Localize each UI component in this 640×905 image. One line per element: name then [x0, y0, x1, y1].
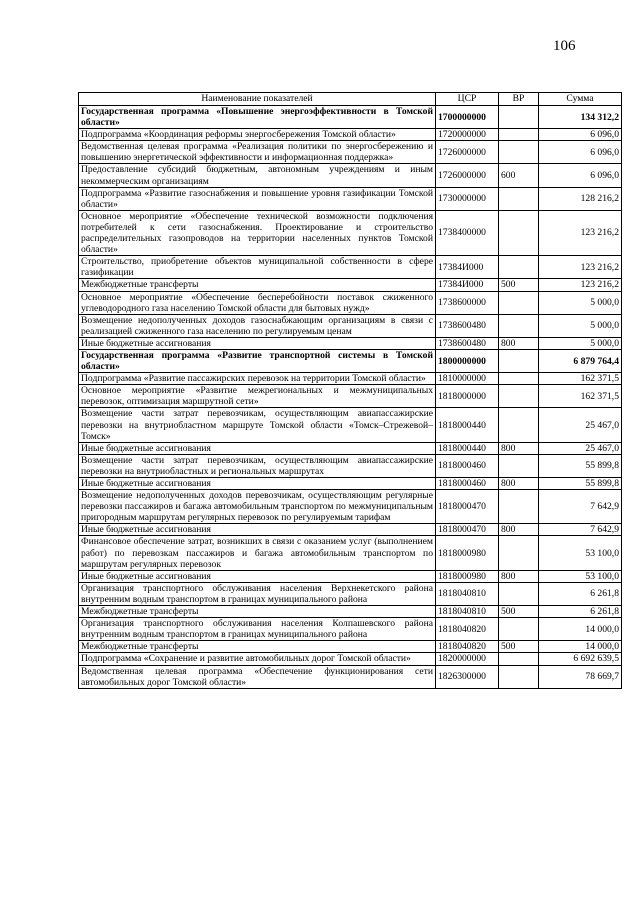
- cell-sum: 6 879 764,4: [539, 349, 622, 372]
- cell-csr: 1700000000: [436, 106, 499, 129]
- cell-name: Строительство, приобретение объектов муниципальной собственности в сфере газификации: [79, 256, 436, 279]
- cell-sum: 5 000,0: [539, 337, 622, 349]
- cell-csr: 1738600480: [436, 314, 499, 337]
- cell-vr: [499, 291, 539, 314]
- cell-sum: 123 216,2: [539, 256, 622, 279]
- cell-csr: 1826300000: [436, 665, 499, 688]
- cell-vr: [499, 129, 539, 141]
- cell-vr: 800: [499, 524, 539, 536]
- cell-vr: [499, 408, 539, 442]
- cell-csr: 1726000000: [436, 164, 499, 187]
- cell-name: Межбюджетные трансферты: [79, 641, 436, 653]
- cell-name: Финансовое обеспечение затрат, возникших в связи с оказанием услуг (выполнением работ) по перевозкам пассажиров и багажа автомобильным транспортом по маршрутам регулярных перевозок: [79, 536, 436, 570]
- cell-sum: 7 642,9: [539, 524, 622, 536]
- cell-csr: 17384И000: [436, 279, 499, 291]
- cell-csr: 1720000000: [436, 129, 499, 141]
- cell-sum: 53 100,0: [539, 536, 622, 570]
- cell-csr: 1818000470: [436, 490, 499, 524]
- cell-sum: 25 467,0: [539, 442, 622, 454]
- cell-vr: 500: [499, 279, 539, 291]
- table-row: [79, 164, 622, 187]
- cell-sum: 14 000,0: [539, 618, 622, 641]
- cell-name: Подпрограмма «Развитие пассажирских перевозок на территории Томской области»: [79, 373, 436, 385]
- cell-csr: 1818040810: [436, 606, 499, 618]
- table-row: [79, 653, 622, 665]
- cell-csr: 1730000000: [436, 187, 499, 210]
- cell-sum: 5 000,0: [539, 314, 622, 337]
- cell-csr: 1738600480: [436, 337, 499, 349]
- cell-name: Возмещение недополученных доходов перевозчикам, осуществляющим регулярные перевозки пассажиров и багажа автомобильным транспортом по межмуниципальным пригородным маршрутам регулярных перевозок по регулируемым тарифам: [79, 490, 436, 524]
- table-row: [79, 606, 622, 618]
- cell-vr: [499, 141, 539, 164]
- cell-vr: [499, 536, 539, 570]
- cell-sum: 123 216,2: [539, 210, 622, 255]
- cell-sum: 7 642,9: [539, 490, 622, 524]
- cell-csr: 1818000470: [436, 524, 499, 536]
- cell-vr: [499, 349, 539, 372]
- cell-vr: 800: [499, 337, 539, 349]
- table-row: [79, 385, 622, 408]
- cell-sum: 6 096,0: [539, 141, 622, 164]
- cell-csr: 1726000000: [436, 141, 499, 164]
- table-row: [79, 570, 622, 582]
- cell-name: Государственная программа «Развитие транспортной системы в Томской области»: [79, 349, 436, 372]
- cell-name: Основное мероприятие «Обеспечение технической возможности подключения потребителей к сети газоснабжения. Проектирование и строительство распределительных газопроводов на территории населенных пунктов Томской области»: [79, 210, 436, 255]
- cell-vr: 600: [499, 164, 539, 187]
- cell-name: Организация транспортного обслуживания населения Колпашевского района внутренним водным транспортом в границах муниципального района: [79, 618, 436, 641]
- cell-csr: 1818000440: [436, 442, 499, 454]
- cell-name: Основное мероприятие «Развитие межрегиональных и межмуниципальных перевозок, оптимизация маршрутной сети»: [79, 385, 436, 408]
- cell-vr: [499, 665, 539, 688]
- cell-vr: [499, 314, 539, 337]
- table-row: [79, 408, 622, 442]
- cell-vr: 500: [499, 641, 539, 653]
- cell-sum: 6 261,8: [539, 582, 622, 605]
- table-row: [79, 536, 622, 570]
- cell-sum: 55 899,8: [539, 454, 622, 477]
- table-row: [79, 129, 622, 141]
- cell-csr: 1738400000: [436, 210, 499, 255]
- table-row: [79, 373, 622, 385]
- cell-csr: 1818000460: [436, 478, 499, 490]
- cell-sum: 5 000,0: [539, 291, 622, 314]
- cell-vr: 800: [499, 570, 539, 582]
- cell-vr: [499, 653, 539, 665]
- cell-name: Иные бюджетные ассигнования: [79, 442, 436, 454]
- table-row: [79, 524, 622, 536]
- table-row: [79, 210, 622, 255]
- cell-vr: [499, 106, 539, 129]
- table-row: [79, 454, 622, 477]
- cell-name: Возмещение недополученных доходов газоснабжающим организациям в связи с реализацией сжиженного газа населению по регулируемым ценам: [79, 314, 436, 337]
- cell-sum: 128 216,2: [539, 187, 622, 210]
- cell-name: Основное мероприятие «Обеспечение бесперебойности поставок сжиженного углеводородного газа населению Томской области для бытовых нужд»: [79, 291, 436, 314]
- cell-csr: 1818000460: [436, 454, 499, 477]
- cell-vr: [499, 618, 539, 641]
- cell-name: Межбюджетные трансферты: [79, 606, 436, 618]
- cell-vr: [499, 454, 539, 477]
- cell-name: Межбюджетные трансферты: [79, 279, 436, 291]
- table-row: [79, 337, 622, 349]
- cell-name: Иные бюджетные ассигнования: [79, 478, 436, 490]
- table-row: [79, 442, 622, 454]
- table-row: [79, 279, 622, 291]
- cell-vr: [499, 582, 539, 605]
- cell-csr: 1818000000: [436, 385, 499, 408]
- cell-csr: 1738600000: [436, 291, 499, 314]
- cell-sum: 123 216,2: [539, 279, 622, 291]
- column-header-csr: ЦСР: [436, 93, 499, 106]
- table-row: [79, 291, 622, 314]
- cell-name: Предоставление субсидий бюджетным, автономным учреждениям и иным некоммерческим организациям: [79, 164, 436, 187]
- table-row: [79, 349, 622, 372]
- cell-vr: 800: [499, 478, 539, 490]
- cell-sum: 134 312,2: [539, 106, 622, 129]
- cell-sum: 162 371,5: [539, 373, 622, 385]
- cell-sum: 53 100,0: [539, 570, 622, 582]
- cell-csr: 1800000000: [436, 349, 499, 372]
- cell-name: Ведомственная целевая программа «Реализация политики по энергосбережению и повышению энергетической эффективности и информационная поддержка»: [79, 141, 436, 164]
- table-row: [79, 314, 622, 337]
- table-body: [79, 106, 622, 689]
- cell-sum: 14 000,0: [539, 641, 622, 653]
- column-header-sum: Сумма: [539, 93, 622, 106]
- table-row: [79, 187, 622, 210]
- cell-csr: 1818000980: [436, 536, 499, 570]
- cell-sum: 6 096,0: [539, 129, 622, 141]
- cell-name: Иные бюджетные ассигнования: [79, 337, 436, 349]
- cell-name: Возмещение части затрат перевозчикам, осуществляющим авиапассажирские перевозки на внутриобластном маршруте Томской области «Томск–Стрежевой–Томск»: [79, 408, 436, 442]
- cell-name: Государственная программа «Повышение энергоэффективности в Томской области»: [79, 106, 436, 129]
- cell-vr: [499, 373, 539, 385]
- cell-name: Организация транспортного обслуживания населения Верхнекетского района внутренним водным транспортом в границах муниципального района: [79, 582, 436, 605]
- table-row: [79, 618, 622, 641]
- cell-name: Подпрограмма «Развитие газоснабжения и повышение уровня газификации Томской области»: [79, 187, 436, 210]
- cell-vr: [499, 490, 539, 524]
- cell-csr: 1818040820: [436, 618, 499, 641]
- column-header-name: Наименование показателей: [79, 93, 436, 106]
- cell-csr: 1818040820: [436, 641, 499, 653]
- cell-name: Подпрограмма «Сохранение и развитие автомобильных дорог Томской области»: [79, 653, 436, 665]
- cell-sum: 6 261,8: [539, 606, 622, 618]
- cell-vr: [499, 385, 539, 408]
- cell-sum: 25 467,0: [539, 408, 622, 442]
- cell-csr: 1810000000: [436, 373, 499, 385]
- cell-csr: 1818000440: [436, 408, 499, 442]
- column-header-vr: ВР: [499, 93, 539, 106]
- cell-sum: 55 899,8: [539, 478, 622, 490]
- table-row: [79, 582, 622, 605]
- table-row: [79, 256, 622, 279]
- cell-name: Иные бюджетные ассигнования: [79, 524, 436, 536]
- table-row: [79, 478, 622, 490]
- cell-vr: 500: [499, 606, 539, 618]
- cell-csr: 1818000980: [436, 570, 499, 582]
- table-row: [79, 141, 622, 164]
- cell-name: Ведомственная целевая программа «Обеспечение функционирования сети автомобильных дорог Томской области»: [79, 665, 436, 688]
- table-row: [79, 490, 622, 524]
- cell-vr: 800: [499, 442, 539, 454]
- cell-csr: 17384И000: [436, 256, 499, 279]
- table-row: [79, 665, 622, 688]
- cell-sum: 6 096,0: [539, 164, 622, 187]
- table-header-row: [79, 93, 622, 106]
- cell-csr: 1820000000: [436, 653, 499, 665]
- table-row: [79, 106, 622, 129]
- cell-name: Иные бюджетные ассигнования: [79, 570, 436, 582]
- cell-vr: [499, 210, 539, 255]
- cell-name: Возмещение части затрат перевозчикам, осуществляющим авиапассажирские перевозки на внутриобластных и региональных маршрутах: [79, 454, 436, 477]
- cell-vr: [499, 256, 539, 279]
- cell-csr: 1818040810: [436, 582, 499, 605]
- budget-table: [78, 92, 622, 689]
- table-row: [79, 641, 622, 653]
- cell-name: Подпрограмма «Координация реформы энергосбережения Томской области»: [79, 129, 436, 141]
- cell-sum: 162 371,5: [539, 385, 622, 408]
- cell-sum: 78 669,7: [539, 665, 622, 688]
- cell-sum: 6 692 639,5: [539, 653, 622, 665]
- cell-vr: [499, 187, 539, 210]
- page-number: 106: [553, 38, 576, 54]
